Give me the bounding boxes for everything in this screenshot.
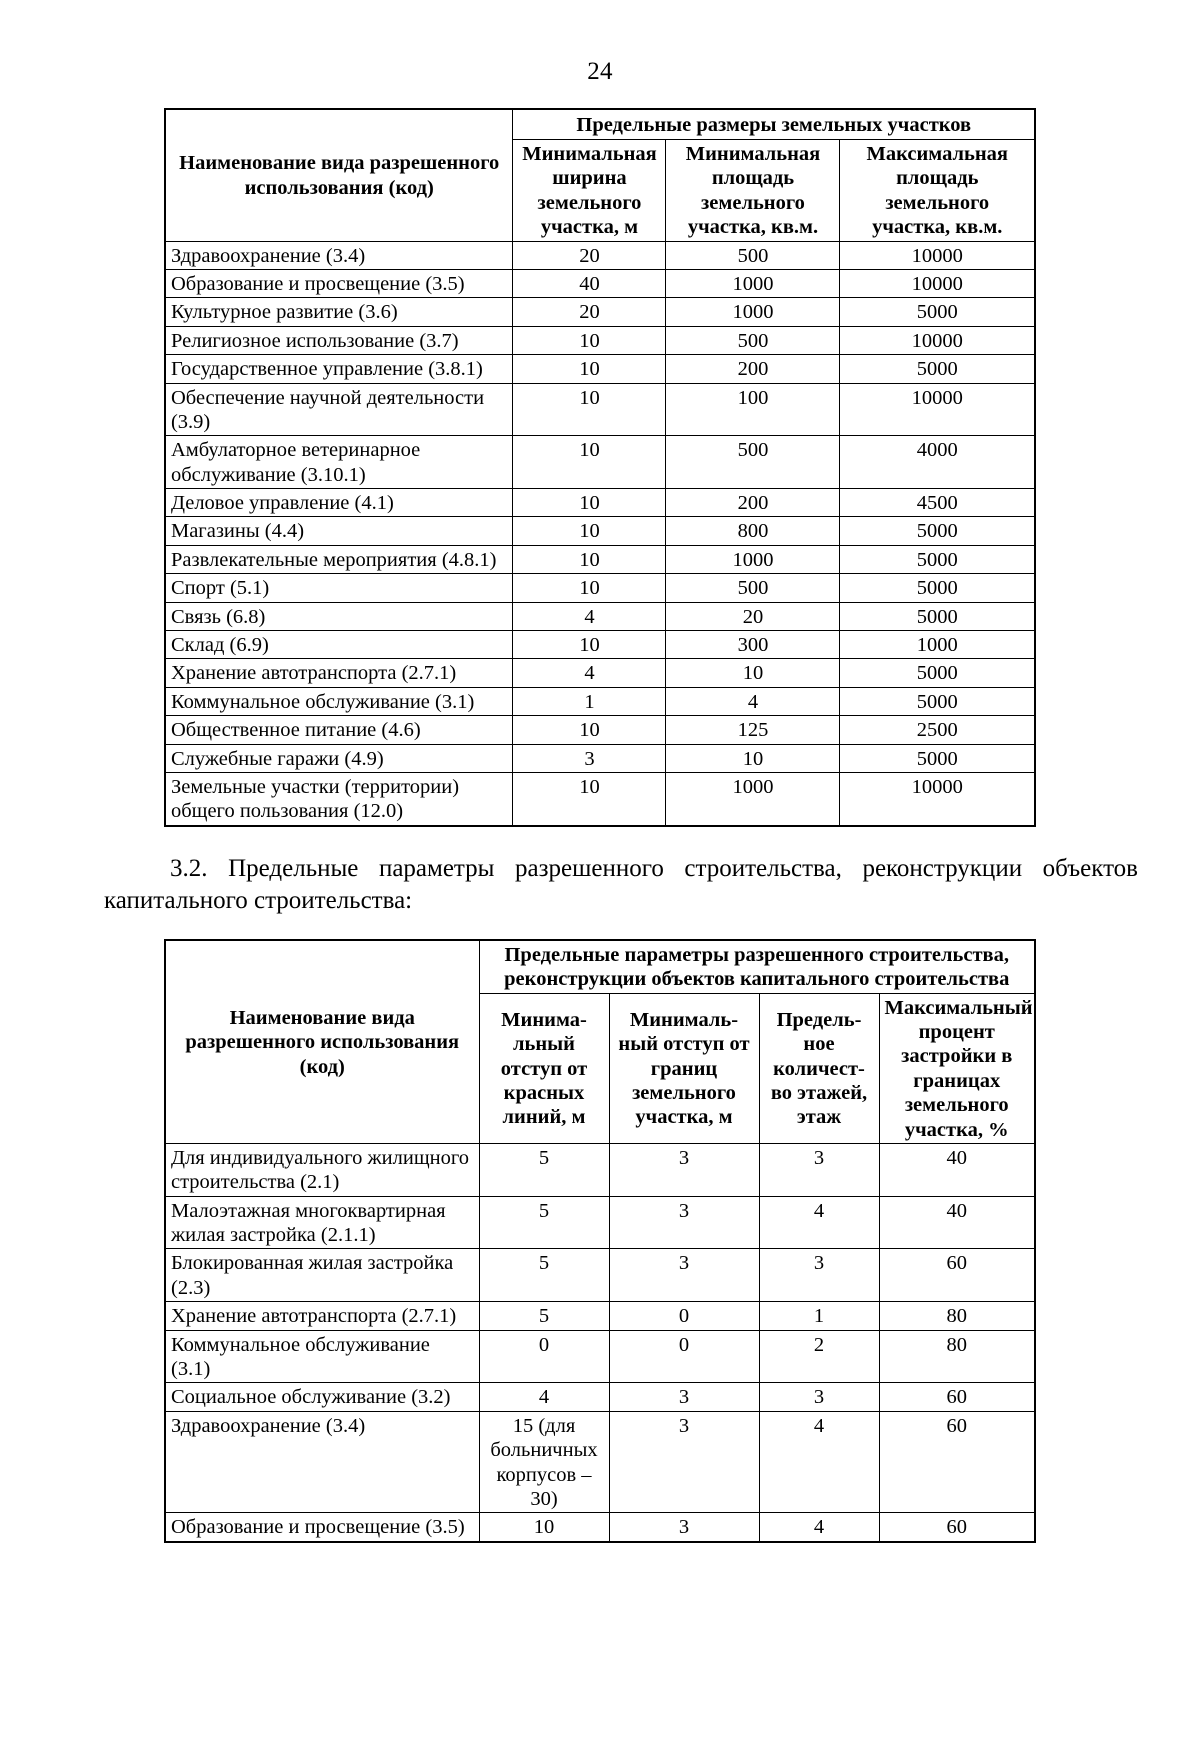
buildup-percent-value: 40 [879, 1143, 1035, 1196]
max-area-value: 4000 [840, 436, 1035, 489]
min-width-value: 10 [513, 326, 666, 354]
floors-value: 4 [759, 1196, 879, 1249]
use-type-name: Социальное обслуживание (3.2) [165, 1383, 479, 1411]
buildup-percent-value: 60 [879, 1383, 1035, 1411]
table-row [165, 659, 1035, 687]
use-type-name: Хранение автотранспорта (2.7.1) [165, 659, 513, 687]
use-type-name: Магазины (4.4) [165, 517, 513, 545]
max-area-value: 5000 [840, 517, 1035, 545]
min-area-value: 10 [666, 744, 840, 772]
min-width-value: 10 [513, 574, 666, 602]
table-row [165, 517, 1035, 545]
max-area-value: 5000 [840, 574, 1035, 602]
min-area-value: 1000 [666, 545, 840, 573]
use-type-name: Коммунальное обслуживание (3.1) [165, 1330, 479, 1383]
setback-redline-value: 5 [479, 1196, 609, 1249]
min-area-value: 1000 [666, 298, 840, 326]
use-type-name: Государственное управление (3.8.1) [165, 355, 513, 383]
min-width-value: 10 [513, 436, 666, 489]
table-row [165, 383, 1035, 436]
table-row [165, 489, 1035, 517]
table-row [165, 436, 1035, 489]
setback-border-value: 3 [609, 1513, 759, 1542]
use-type-name: Культурное развитие (3.6) [165, 298, 513, 326]
buildup-percent-value: 60 [879, 1249, 1035, 1302]
use-type-name: Малоэтажная многоквартирная жилая застройка (2.1.1) [165, 1196, 479, 1249]
table-row [165, 602, 1035, 630]
use-type-name: Склад (6.9) [165, 631, 513, 659]
floors-value: 3 [759, 1383, 879, 1411]
document-page [0, 58, 1200, 1755]
use-type-name: Развлекательные мероприятия (4.8.1) [165, 545, 513, 573]
use-type-name: Коммунальное обслуживание (3.1) [165, 687, 513, 715]
setback-border-value: 0 [609, 1330, 759, 1383]
max-area-value: 10000 [840, 772, 1035, 825]
use-type-name: Образование и просвещение (3.5) [165, 269, 513, 297]
table-row [165, 1330, 1035, 1383]
setback-redline-value: 5 [479, 1249, 609, 1302]
table-row [165, 298, 1035, 326]
min-width-value: 10 [513, 631, 666, 659]
min-area-value: 800 [666, 517, 840, 545]
max-area-value: 4500 [840, 489, 1035, 517]
use-type-name: Земельные участки (территории) общего пользования (12.0) [165, 772, 513, 825]
use-type-name: Обеспечение научной деятельности (3.9) [165, 383, 513, 436]
max-area-value: 5000 [840, 355, 1035, 383]
section-3-2-paragraph: 3.2. Предельные параметры разрешенного строительства, реконструкции объектов капитального строительства: [104, 854, 1138, 914]
use-type-name: Для индивидуального жилищного строительства (2.1) [165, 1143, 479, 1196]
max-area-value: 10000 [840, 269, 1035, 297]
min-width-value: 10 [513, 772, 666, 825]
table-row [165, 574, 1035, 602]
setback-border-value: 3 [609, 1383, 759, 1411]
table2-head [165, 940, 1035, 1144]
table-row [165, 241, 1035, 269]
max-area-value: 5000 [840, 744, 1035, 772]
table1-group-header: Предельные размеры земельных участков [513, 109, 1035, 140]
max-area-value: 2500 [840, 716, 1035, 744]
min-area-value: 200 [666, 489, 840, 517]
min-area-value: 500 [666, 436, 840, 489]
buildup-percent-value: 40 [879, 1196, 1035, 1249]
use-type-name: Здравоохранение (3.4) [165, 1411, 479, 1513]
table-row [165, 355, 1035, 383]
table-row [165, 1411, 1035, 1513]
min-area-value: 1000 [666, 772, 840, 825]
min-area-value: 500 [666, 574, 840, 602]
min-area-value: 4 [666, 687, 840, 715]
page-number: 24 [587, 58, 613, 85]
table-row [165, 545, 1035, 573]
setback-redline-value: 10 [479, 1513, 609, 1542]
min-width-value: 10 [513, 545, 666, 573]
floors-value: 3 [759, 1143, 879, 1196]
table1-col-min-area-header: Минимальная площадь земельного участка, кв.м. [666, 140, 840, 242]
max-area-value: 10000 [840, 241, 1035, 269]
use-type-name: Служебные гаражи (4.9) [165, 744, 513, 772]
buildup-percent-value: 60 [879, 1411, 1035, 1513]
table2-header-row-1 [165, 940, 1035, 993]
floors-value: 4 [759, 1513, 879, 1542]
use-type-name: Деловое управление (4.1) [165, 489, 513, 517]
setback-border-value: 3 [609, 1196, 759, 1249]
table1-head [165, 109, 1035, 241]
table2-body [165, 1143, 1035, 1541]
use-type-name: Спорт (5.1) [165, 574, 513, 602]
max-area-value: 5000 [840, 298, 1035, 326]
floors-value: 3 [759, 1249, 879, 1302]
table-row [165, 1383, 1035, 1411]
table2-col-setback-redline-header: Минима-льный отступ от красных линий, м [479, 993, 609, 1143]
use-type-name: Связь (6.8) [165, 602, 513, 630]
setback-redline-value: 5 [479, 1302, 609, 1330]
min-width-value: 3 [513, 744, 666, 772]
setback-redline-value: 0 [479, 1330, 609, 1383]
table2-col-name-header: Наименование вида разрешенного использования (код) [165, 940, 479, 1144]
use-type-name: Амбулаторное ветеринарное обслуживание (3.10.1) [165, 436, 513, 489]
table-row [165, 326, 1035, 354]
min-width-value: 4 [513, 602, 666, 630]
floors-value: 4 [759, 1411, 879, 1513]
table2-col-setback-border-header: Минималь-ный отступ от границ земельного участка, м [609, 993, 759, 1143]
table2-col-buildup-header: Максимальный процент застройки в границах земельного участка, % [879, 993, 1035, 1143]
table2-group-header: Предельные параметры разрешенного строительства, реконструкции объектов капитального строительства [479, 940, 1035, 993]
max-area-value: 5000 [840, 687, 1035, 715]
setback-border-value: 0 [609, 1302, 759, 1330]
max-area-value: 10000 [840, 326, 1035, 354]
table1-col-name-header: Наименование вида разрешенного использования (код) [165, 109, 513, 241]
table2-col-floors-header: Предель-ное количест-во этажей, этаж [759, 993, 879, 1143]
min-area-value: 1000 [666, 269, 840, 297]
table-row [165, 744, 1035, 772]
table-row [165, 1143, 1035, 1196]
max-area-value: 1000 [840, 631, 1035, 659]
use-type-name: Блокированная жилая застройка (2.3) [165, 1249, 479, 1302]
min-area-value: 500 [666, 326, 840, 354]
max-area-value: 5000 [840, 659, 1035, 687]
table1-body [165, 241, 1035, 826]
setback-redline-value: 5 [479, 1143, 609, 1196]
floors-value: 1 [759, 1302, 879, 1330]
table1-col-min-width-header: Минимальная ширина земельного участка, м [513, 140, 666, 242]
table-row [165, 772, 1035, 825]
min-width-value: 10 [513, 355, 666, 383]
use-type-name: Хранение автотранспорта (2.7.1) [165, 1302, 479, 1330]
min-area-value: 200 [666, 355, 840, 383]
table1-header-row-1 [165, 109, 1035, 140]
min-width-value: 4 [513, 659, 666, 687]
use-type-name: Здравоохранение (3.4) [165, 241, 513, 269]
use-type-name: Общественное питание (4.6) [165, 716, 513, 744]
construction-parameters-table [164, 939, 1036, 1543]
max-area-value: 5000 [840, 545, 1035, 573]
setback-border-value: 3 [609, 1249, 759, 1302]
min-area-value: 125 [666, 716, 840, 744]
min-width-value: 20 [513, 241, 666, 269]
setback-redline-value: 15 (для больничных корпусов – 30) [479, 1411, 609, 1513]
buildup-percent-value: 60 [879, 1513, 1035, 1542]
table-row [165, 1513, 1035, 1542]
min-area-value: 10 [666, 659, 840, 687]
land-plot-size-limits-table [164, 108, 1036, 827]
min-area-value: 100 [666, 383, 840, 436]
setback-redline-value: 4 [479, 1383, 609, 1411]
floors-value: 2 [759, 1330, 879, 1383]
min-area-value: 500 [666, 241, 840, 269]
min-width-value: 10 [513, 383, 666, 436]
buildup-percent-value: 80 [879, 1302, 1035, 1330]
min-width-value: 10 [513, 489, 666, 517]
table-row [165, 269, 1035, 297]
table1-col-max-area-header: Максимальная площадь земельного участка, кв.м. [840, 140, 1035, 242]
setback-border-value: 3 [609, 1143, 759, 1196]
table-row [165, 631, 1035, 659]
min-area-value: 300 [666, 631, 840, 659]
min-width-value: 1 [513, 687, 666, 715]
use-type-name: Религиозное использование (3.7) [165, 326, 513, 354]
buildup-percent-value: 80 [879, 1330, 1035, 1383]
min-area-value: 20 [666, 602, 840, 630]
table-row [165, 1196, 1035, 1249]
max-area-value: 10000 [840, 383, 1035, 436]
table-row [165, 1249, 1035, 1302]
setback-border-value: 3 [609, 1411, 759, 1513]
max-area-value: 5000 [840, 602, 1035, 630]
min-width-value: 10 [513, 517, 666, 545]
use-type-name: Образование и просвещение (3.5) [165, 1513, 479, 1542]
min-width-value: 20 [513, 298, 666, 326]
table-row [165, 1302, 1035, 1330]
table-row [165, 687, 1035, 715]
min-width-value: 40 [513, 269, 666, 297]
min-width-value: 10 [513, 716, 666, 744]
table-row [165, 716, 1035, 744]
